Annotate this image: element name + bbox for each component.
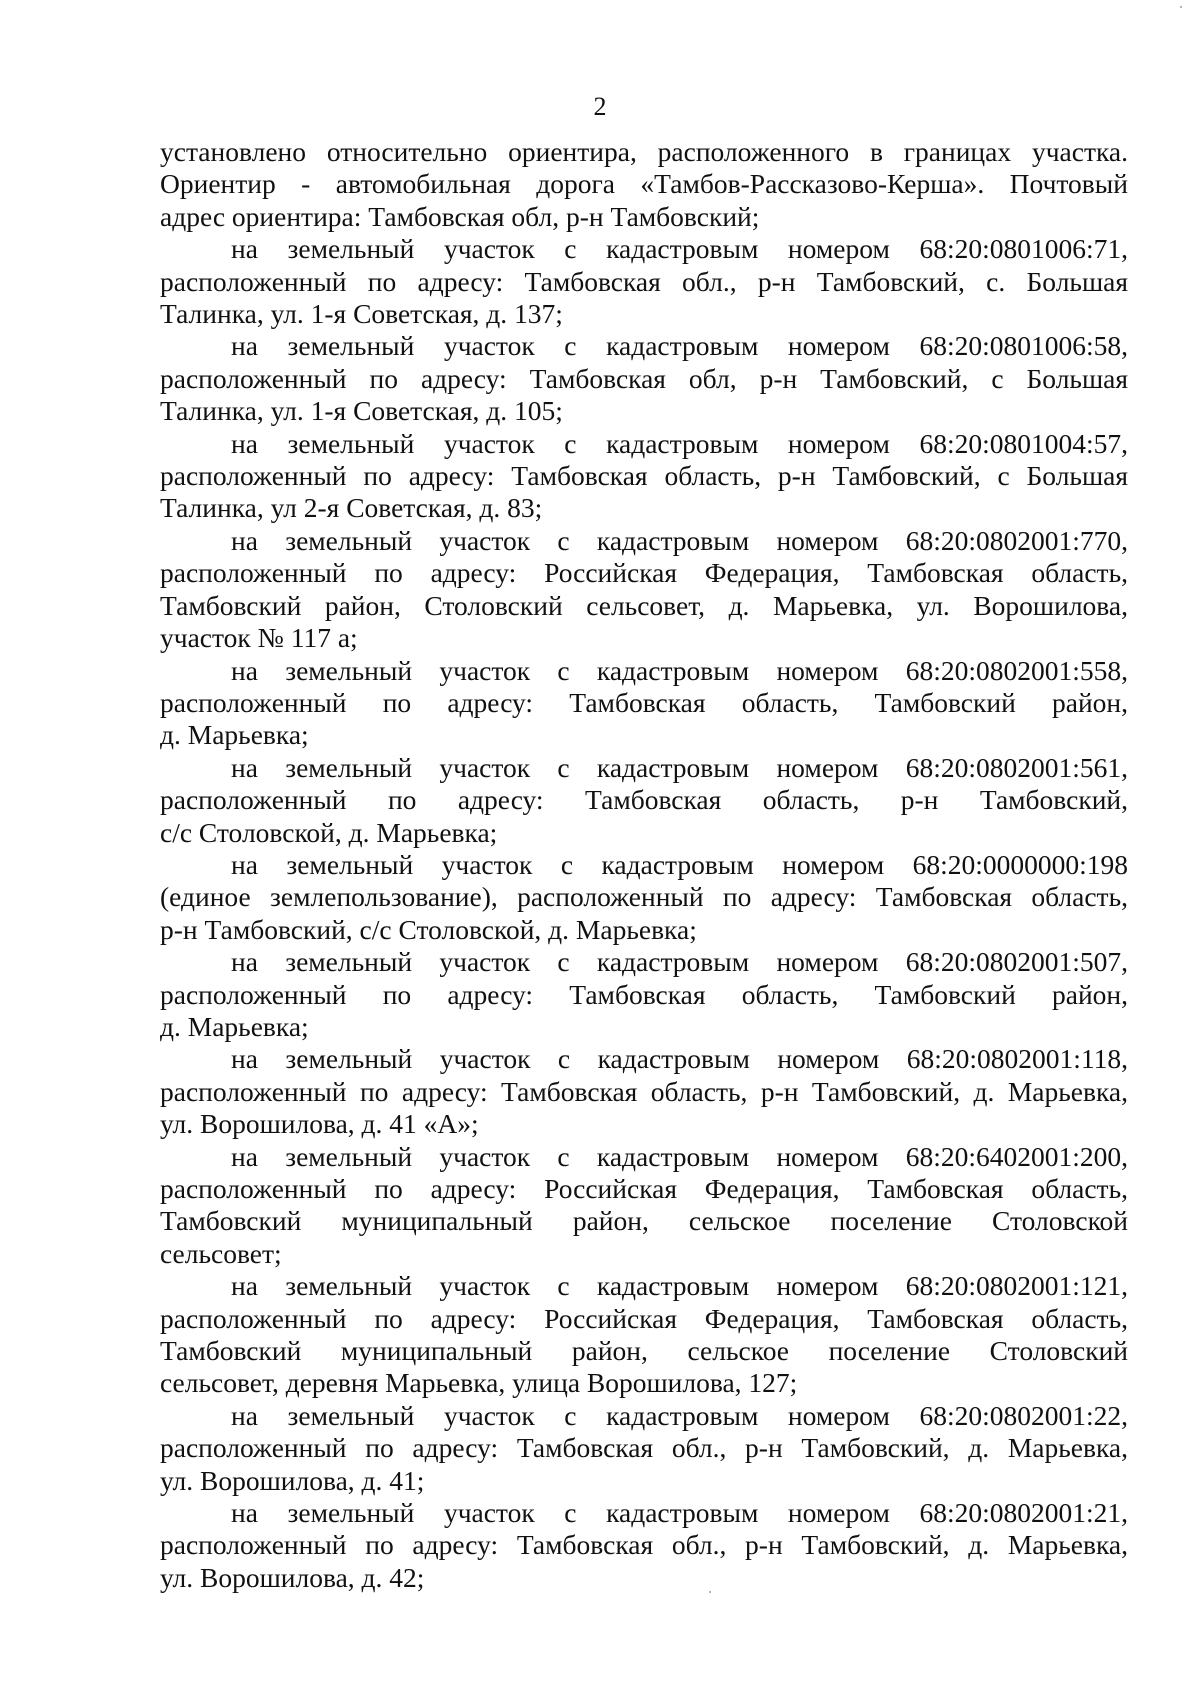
page-number: 2 [593, 92, 607, 121]
parcel-paragraph [160, 1141, 1128, 1271]
text-line: ул. Ворошилова, д. 41 «А»; [160, 1108, 479, 1140]
text-line: на земельный участок с кадастровым номером 68:20:0801006:58, [231, 330, 1128, 362]
text-line: Тамбовский муниципальный район, сельское поселение Столовской [160, 1205, 1128, 1237]
text-line: на земельный участок с кадастровым номером 68:20:0802001:507, [231, 946, 1128, 978]
text-line: на земельный участок с кадастровым номером 68:20:0802001:121, [231, 1270, 1128, 1302]
text-line: участок № 117 а; [160, 622, 358, 654]
text-line: ул. Ворошилова, д. 42; [160, 1561, 425, 1593]
parcel-paragraph [160, 946, 1128, 1043]
text-line: Талинка, ул. 1-я Советская, д. 105; [160, 395, 563, 427]
text-line: на земельный участок с кадастровым номером 68:20:0802001:118, [231, 1043, 1128, 1075]
text-line: расположенный по адресу: Тамбовская обл., р-н Тамбовский, с. Большая [160, 265, 1128, 297]
text-line: д. Марьевка; [160, 1010, 309, 1042]
text-line: ул. Ворошилова, д. 41; [160, 1464, 425, 1496]
text-line: на земельный участок с кадастровым номером 68:20:0801004:57, [231, 427, 1128, 459]
text-line: расположенный по адресу: Тамбовская обл., р-н Тамбовский, д. Марьевка, [160, 1529, 1128, 1561]
text-line: установлено относительно ориентира, расположенного в границах участка. [160, 136, 1128, 167]
text-line: расположенный по адресу: Тамбовская обл, р-н Тамбовский, с Большая [160, 362, 1128, 394]
scan-speck [709, 1591, 711, 1593]
document-body [160, 136, 1128, 1594]
intro-paragraph [160, 136, 1128, 233]
parcel-paragraph [160, 525, 1128, 655]
text-line: расположенный по адресу: Российская Федерация, Тамбовская область, [160, 1173, 1128, 1204]
parcel-paragraph [160, 428, 1128, 525]
parcel-paragraph [160, 330, 1128, 427]
text-line: адрес ориентира: Тамбовская обл, р-н Тамбовский; [160, 200, 760, 232]
text-line: расположенный по адресу: Тамбовская область, р-н Тамбовский, с Большая [160, 460, 1128, 492]
parcel-paragraph [160, 233, 1128, 330]
text-line: на земельный участок с кадастровым номером 68:20:0802001:770, [231, 524, 1128, 556]
text-line: на земельный участок с кадастровым номером 68:20:0000000:198 [231, 848, 1128, 880]
scan-speck [1180, 6, 1182, 8]
parcel-paragraph [160, 1043, 1128, 1140]
text-line: расположенный по адресу: Тамбовская область, Тамбовский район, [160, 686, 1128, 718]
text-line: Тамбовский муниципальный район, сельское поселение Столовский [160, 1335, 1128, 1367]
text-line: на земельный участок с кадастровым номером 68:20:0802001:561, [231, 751, 1128, 783]
text-line: на земельный участок с кадастровым номером 68:20:0802001:21, [231, 1497, 1128, 1529]
parcel-paragraph [160, 655, 1128, 752]
text-line: Тамбовский район, Столовский сельсовет, д. Марьевка, ул. Ворошилова, [160, 589, 1128, 621]
parcel-paragraph [160, 1497, 1128, 1594]
text-line: Ориентир - автомобильная дорога «Тамбов-Рассказово-Керша». Почтовый [160, 168, 1128, 200]
text-line: расположенный по адресу: Тамбовская область, р-н Тамбовский, [160, 784, 1128, 816]
text-line: на земельный участок с кадастровым номером 68:20:0801006:71, [231, 233, 1128, 265]
text-line: расположенный по адресу: Тамбовская область, Тамбовский район, [160, 978, 1128, 1010]
parcel-paragraph [160, 1270, 1128, 1400]
text-line: сельсовет, деревня Марьевка, улица Ворошилова, 127; [160, 1367, 798, 1399]
text-line: (единое землепользование), расположенный по адресу: Тамбовская область, [160, 881, 1128, 913]
text-line: на земельный участок с кадастровым номером 68:20:0802001:22, [231, 1399, 1128, 1431]
parcel-paragraph [160, 849, 1128, 946]
text-line: д. Марьевка; [160, 719, 309, 751]
text-line: сельсовет; [160, 1237, 282, 1269]
text-line: Талинка, ул. 1-я Советская, д. 137; [160, 298, 563, 330]
text-line: расположенный по адресу: Российская Федерация, Тамбовская область, [160, 557, 1128, 589]
text-line: расположенный по адресу: Тамбовская область, р-н Тамбовский, д. Марьевка, [160, 1075, 1128, 1107]
text-line: расположенный по адресу: Российская Федерация, Тамбовская область, [160, 1302, 1128, 1334]
text-line: с/с Столовской, д. Марьевка; [160, 816, 498, 848]
text-line: на земельный участок с кадастровым номером 68:20:6402001:200, [231, 1140, 1128, 1172]
parcel-paragraph [160, 752, 1128, 849]
text-line: на земельный участок с кадастровым номером 68:20:0802001:558, [231, 654, 1128, 686]
text-line: Талинка, ул 2-я Советская, д. 83; [160, 492, 543, 524]
text-line: р-н Тамбовский, с/с Столовской, д. Марьевка; [160, 913, 697, 945]
parcel-paragraph [160, 1400, 1128, 1497]
text-line: расположенный по адресу: Тамбовская обл., р-н Тамбовский, д. Марьевка, [160, 1432, 1128, 1464]
